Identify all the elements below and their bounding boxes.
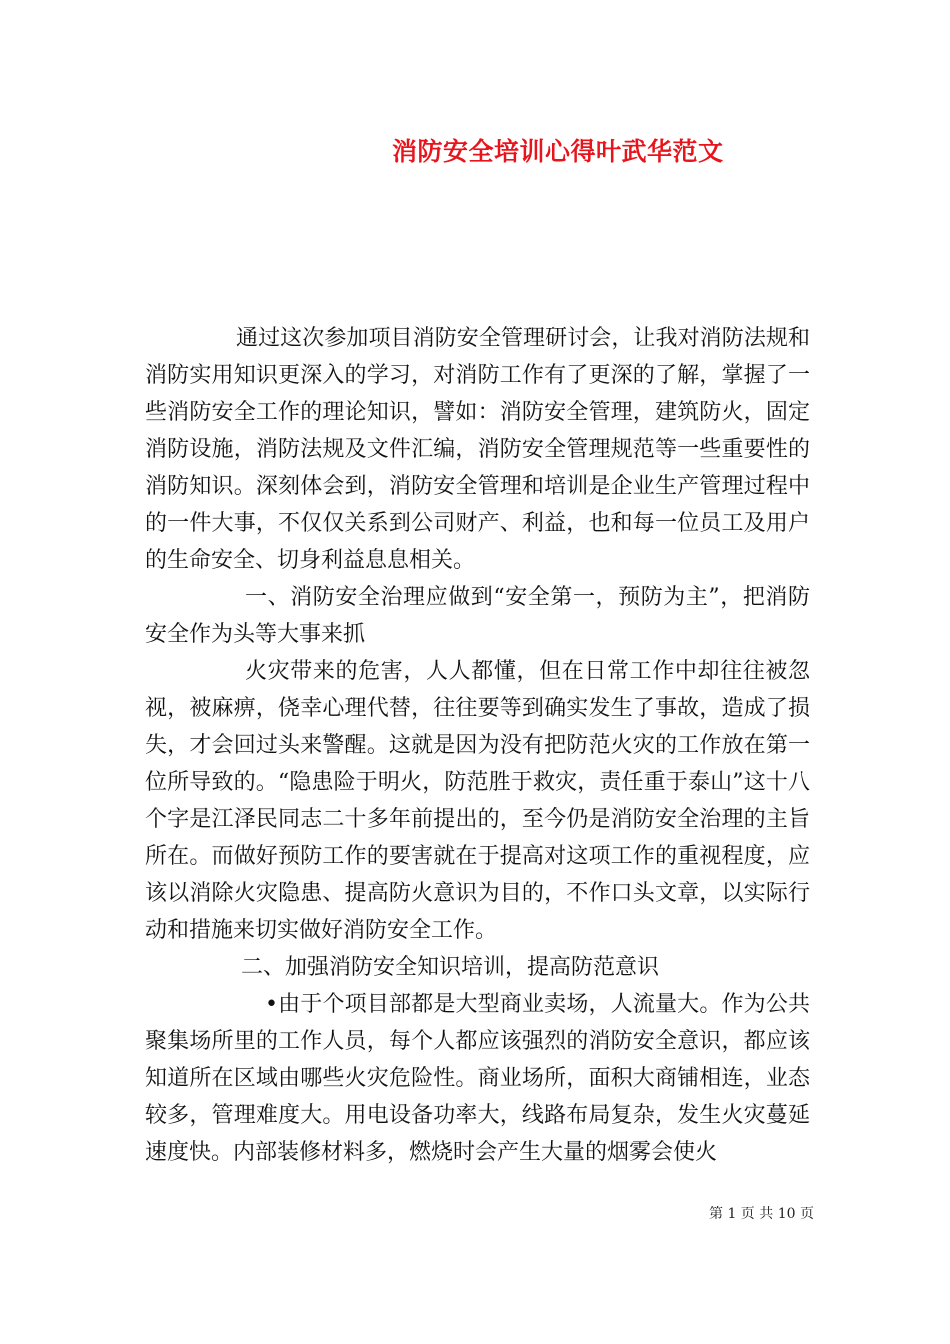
document-body bbox=[145, 320, 810, 1171]
document-title: 消防安全培训心得叶武华范文 bbox=[392, 137, 724, 166]
paragraph-intro: 通过这次参加项目消防安全管理研讨会，让我对消防法规和消防实用知识更深入的学习，对消防工作有了更深的了解，掌握了一些消防安全工作的理论知识，譬如：消防安全管理，建筑防火，固定消防设施，消防法规及文件汇编，消防安全管理规范等一些重要性的消防知识。深刻体会到，消防安全管理和培训是企业生产管理过程中的一件大事，不仅仅关系到公司财产、利益，也和每一位员工及用户的生命安全、切身利益息息相关。 bbox=[145, 326, 810, 573]
paragraph-commercial-venues: •由于个项目部都是大型商业卖场，人流量大。作为公共聚集场所里的工作人员，每个人都应该强烈的消防安全意识，都应该知道所在区域由哪些火灾危险性。商业场所，面积大商铺相连，业态较多，管理难度大。用电设备功率大，线路布局复杂，发生火灾蔓延速度快。内部装修材料多，燃烧时会产生大量的烟雾会使火 bbox=[145, 992, 810, 1165]
page-number-footer: 第 1 页 共 10 页 bbox=[709, 1206, 814, 1222]
paragraph-fire-hazards: 火灾带来的危害，人人都懂，但在日常工作中却往往被忽视，被麻痹，侥幸心理代替，往往要等到确实发生了事故，造成了损失，才会回过头来警醒。这就是因为没有把防范火灾的工作放在第一位所导致的。“隐患险于明火，防范胜于救灾，责任重于泰山”这十八个字是江泽民同志二十多年前提出的，至今仍是消防安全治理的主旨所在。而做好预防工作的要害就在于提高对这项工作的重视程度，应该以消除火灾隐患、提高防火意识为目的，不作口头文章，以实际行动和措施来切实做好消防安全工作。 bbox=[145, 659, 810, 943]
section-heading-1: 一、消防安全治理应做到“安全第一，预防为主”，把消防安全作为头等大事来抓 bbox=[145, 585, 810, 647]
section-heading-2: 二、加强消防安全知识培训，提高防范意识 bbox=[241, 955, 660, 980]
